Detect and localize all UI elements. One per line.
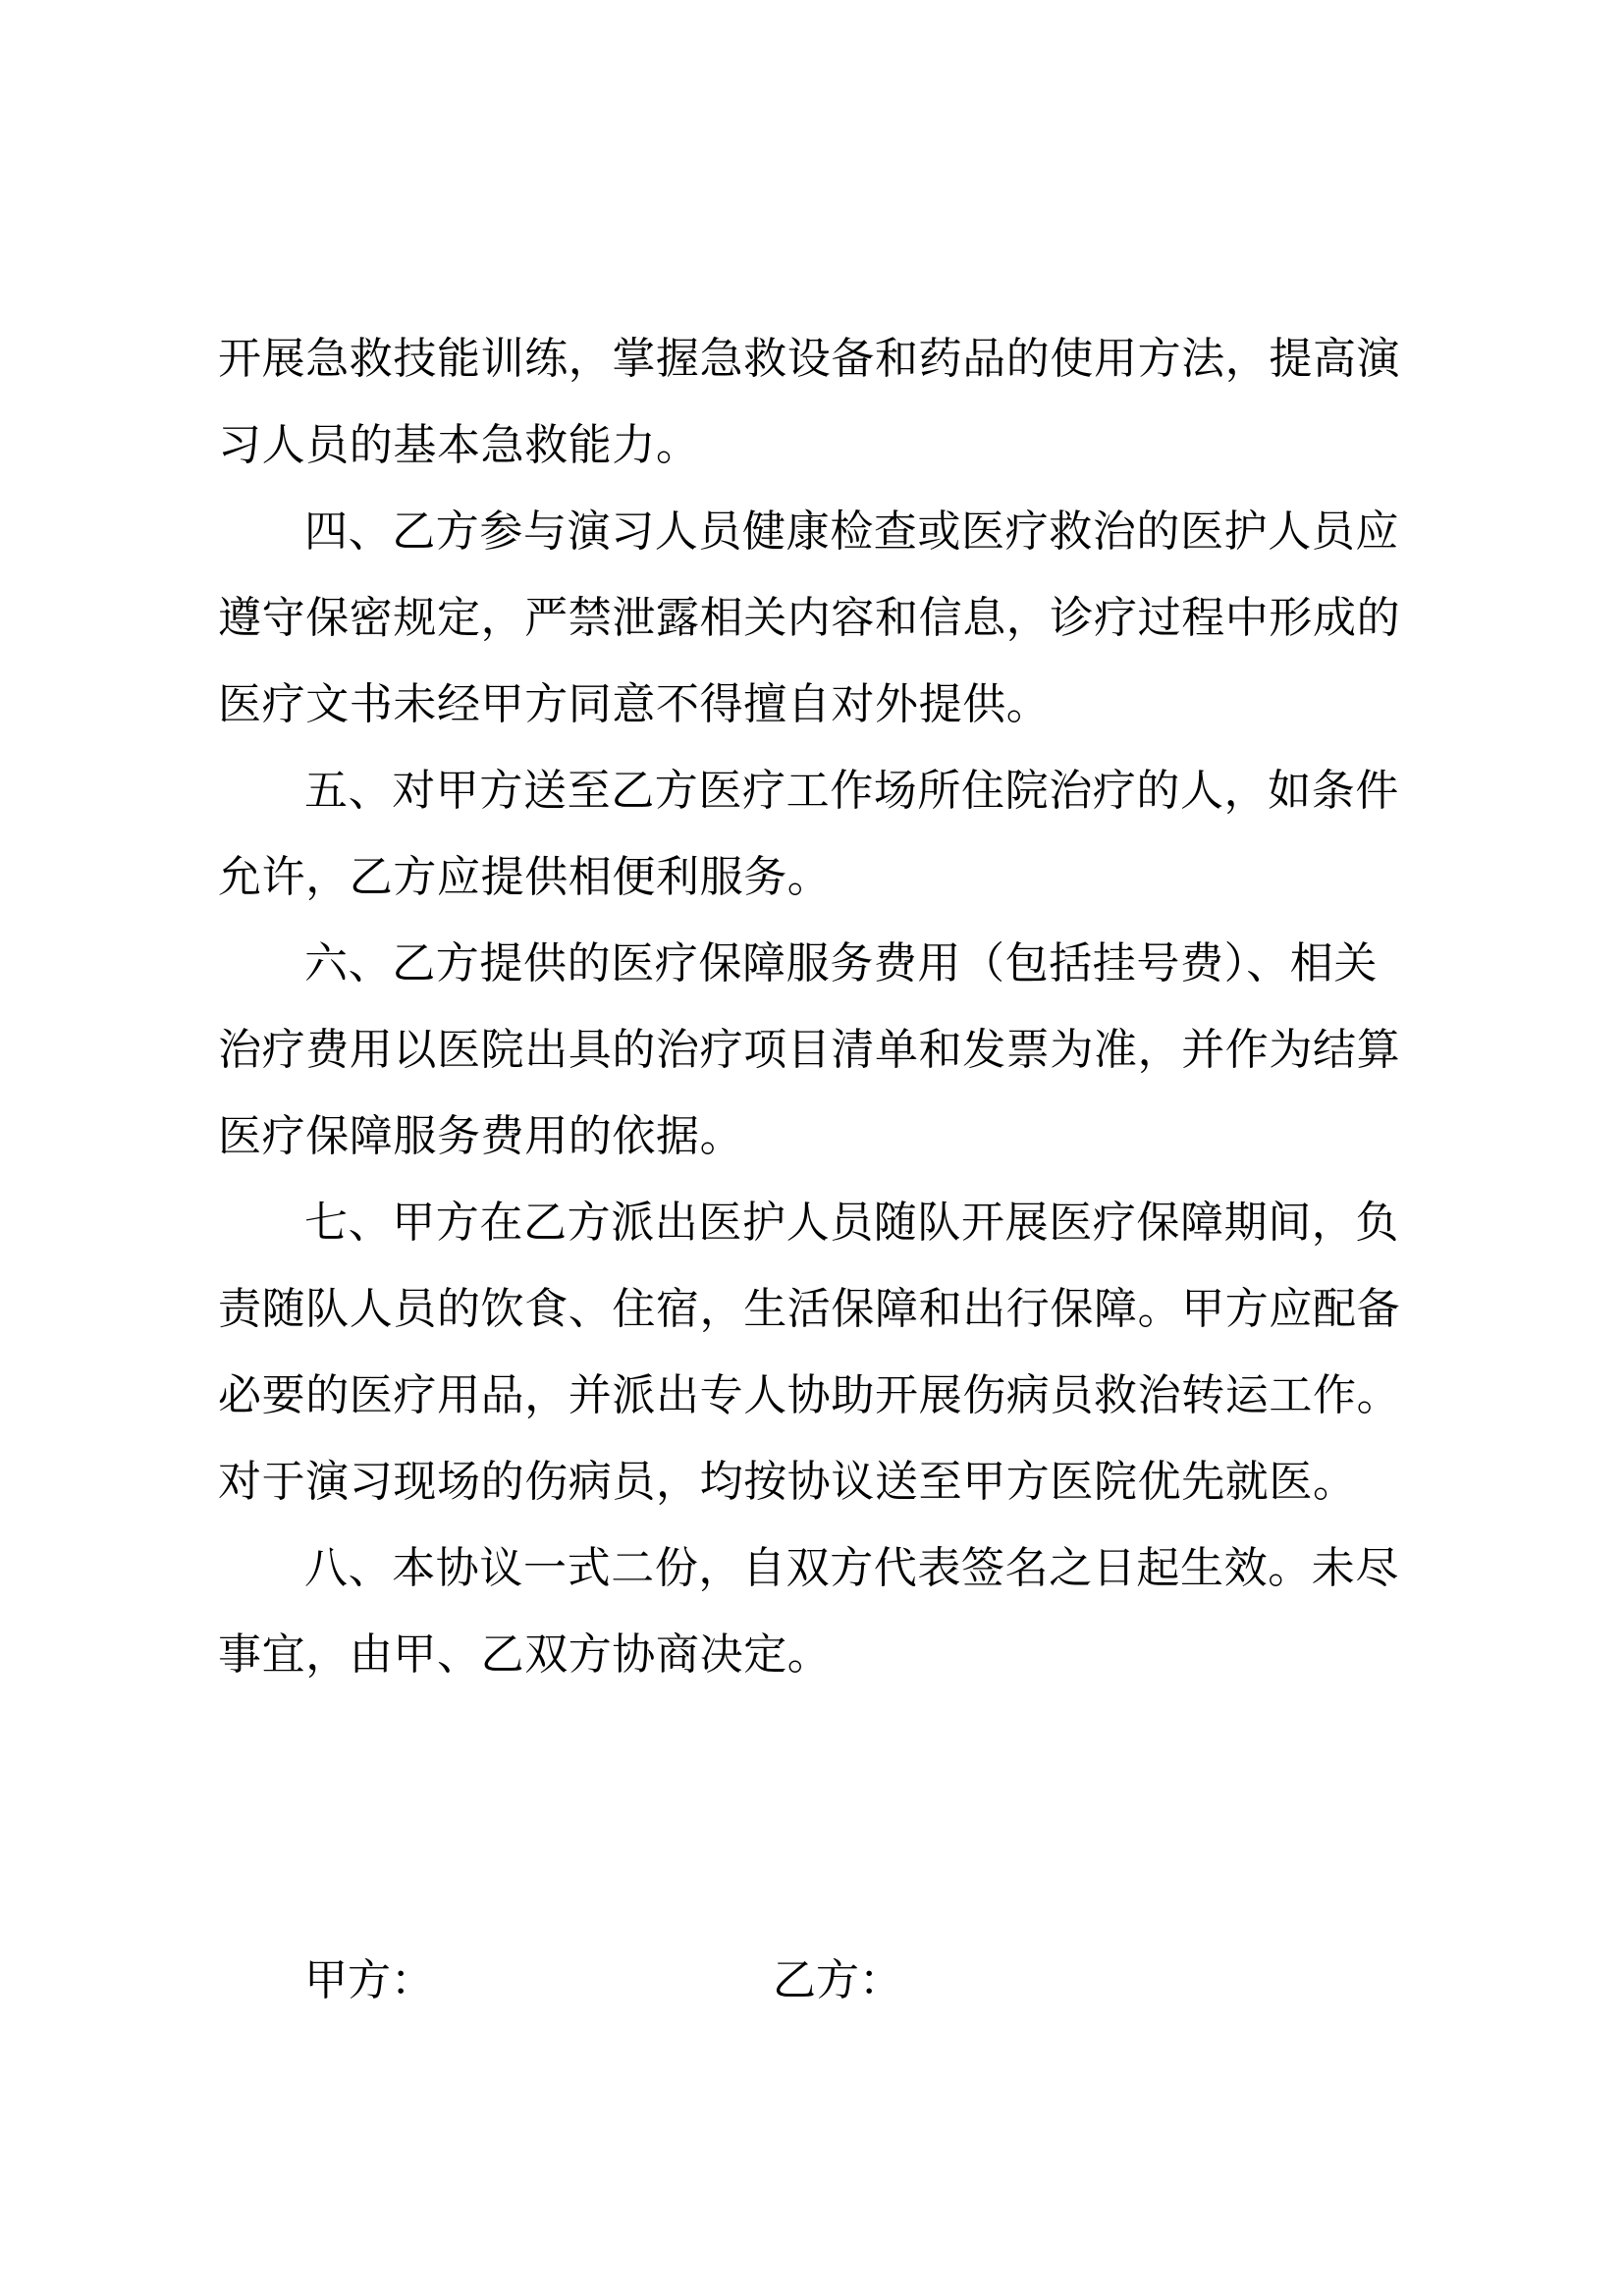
clause-7-line: 对于演习现场的伤病员，均按协议送至甲方医院优先就医。 xyxy=(218,1457,1357,1507)
clause-7-line: 七、甲方在乙方派出医护人员随队开展医疗保障期间，负 xyxy=(304,1198,1399,1248)
clause-6-line: 治疗费用以医院出具的治疗项目清单和发票为准，并作为结算 xyxy=(218,1025,1401,1075)
clause-5-line: 允许，乙方应提供相便利服务。 xyxy=(218,852,832,902)
clause-4-line: 四、乙方参与演习人员健康检查或医疗救治的医护人员应 xyxy=(304,507,1399,557)
paragraph-line: 习人员的基本急救能力。 xyxy=(218,420,700,470)
clause-8-line: 八、本协议一式二份，自双方代表签名之日起生效。未尽 xyxy=(304,1543,1399,1593)
paragraph-line: 开展急救技能训练，掌握急救设备和药品的使用方法，提高演 xyxy=(218,334,1401,384)
clause-4-line: 医疗文书未经甲方同意不得擅自对外提供。 xyxy=(218,679,1051,729)
party-a-signature-label: 甲方： xyxy=(304,1955,434,2005)
clause-6-line: 六、乙方提供的医疗保障服务费用（包括挂号费）、相关 xyxy=(304,938,1378,988)
clause-4-line: 遵守保密规定，严禁泄露相关内容和信息，诊疗过程中形成的 xyxy=(218,593,1401,643)
agreement-body xyxy=(218,316,1435,1698)
clause-5-line: 五、对甲方送至乙方医疗工作场所住院治疗的人，如条件 xyxy=(304,766,1399,816)
clause-7-line: 必要的医疗用品，并派出专人协助开展伤病员救治转运工作。 xyxy=(218,1370,1401,1420)
party-b-signature-label: 乙方： xyxy=(773,1955,902,2005)
clause-6-line: 医疗保障服务费用的依据。 xyxy=(218,1111,744,1161)
clause-7-line: 责随队人员的饮食、住宿，生活保障和出行保障。甲方应配备 xyxy=(218,1284,1401,1334)
clause-8-line: 事宜，由甲、乙双方协商决定。 xyxy=(218,1629,832,1680)
